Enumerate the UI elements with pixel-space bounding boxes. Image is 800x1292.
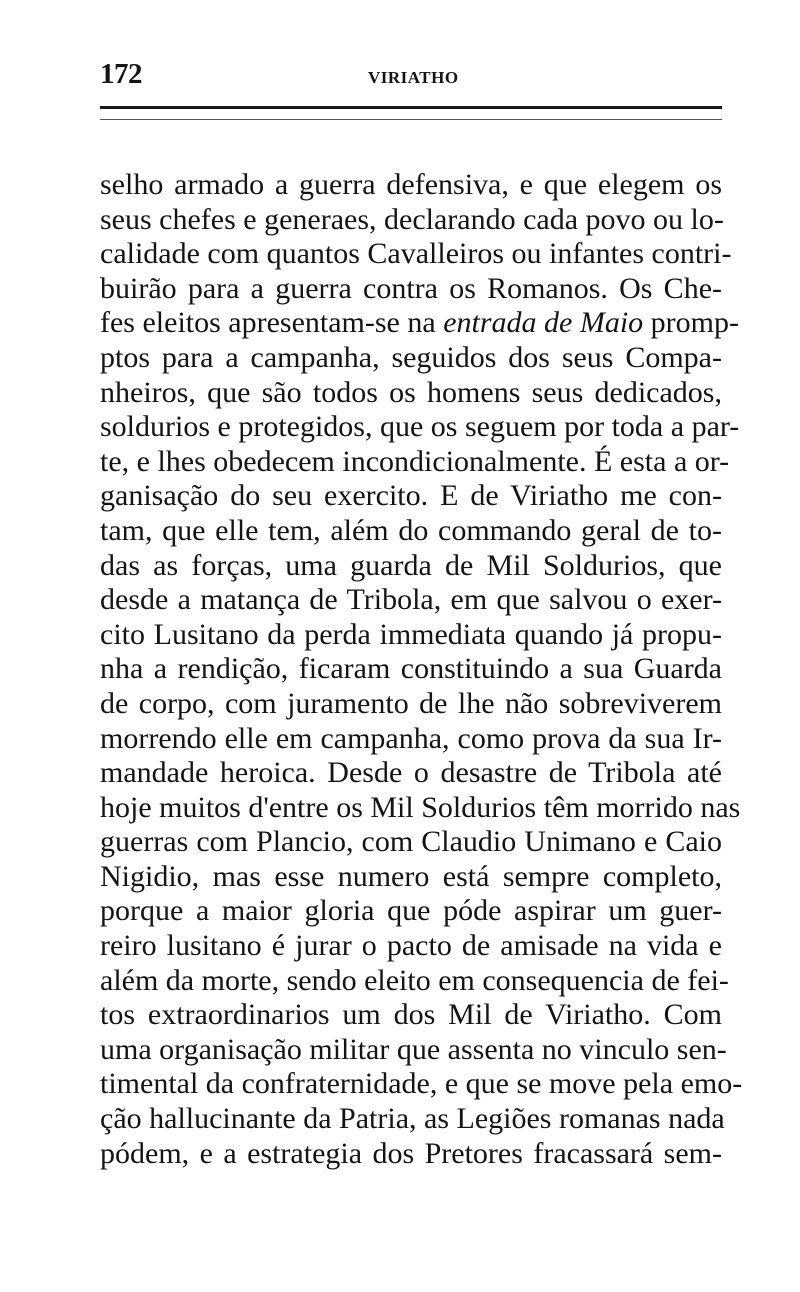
header-rule-thin [100, 119, 722, 120]
header-rule-thick [100, 106, 722, 109]
text-segment: promp- [643, 306, 739, 340]
text-segment: das as forças, uma guarda de Mil Soldurios, que [100, 548, 722, 582]
text-segment: nheiros, que são todos os homens seus dedicados, [100, 375, 722, 409]
text-segment: mandade heroica. Desde o desastre de Tribola até [100, 756, 722, 790]
text-segment: soldurios e protegidos, que os seguem por toda a par- [100, 410, 740, 444]
text-segment: guerras com Plancio, com Claudio Unimano e Caio [100, 825, 722, 859]
text-line [100, 825, 722, 860]
text-segment: tos extraordinarios um dos Mil de Viriatho. Com [100, 998, 722, 1032]
text-segment: desde a matança de Tribola, em que salvou o exer- [100, 583, 722, 617]
text-line [100, 963, 729, 999]
text-segment: ptos para a campanha, seguidos dos seus Compa- [100, 340, 722, 374]
text-line [100, 272, 722, 307]
text-segment: hoje muitos d'entre os Mil Soldurios têm morrido nas [100, 790, 741, 824]
text-segment: ção hallucinante da Patria, as Legiões romanas nada [100, 1102, 725, 1136]
text-segment: reiro lusitano é jurar o pacto de amisade na vida e [100, 929, 722, 963]
text-line [100, 1032, 727, 1068]
text-line [100, 203, 722, 238]
text-segment: selho armado a guerra defensiva, e que elegem os [100, 168, 722, 201]
text-line [100, 410, 740, 445]
page-header [100, 58, 722, 98]
text-line [100, 583, 722, 618]
text-line [100, 998, 722, 1033]
text-line [100, 479, 722, 514]
text-line [100, 237, 732, 272]
running-title: VIRIATHO [368, 68, 459, 87]
text-line [100, 790, 741, 826]
text-line [100, 618, 722, 653]
italic-phrase: entrada de Maio [443, 306, 644, 340]
text-line [100, 1067, 743, 1102]
text-line [100, 514, 722, 549]
text-segment: morrendo elle em campanha, como prova da sua Ir- [100, 721, 722, 755]
text-segment: tam, que elle tem, além do commando geral de to- [100, 513, 722, 547]
text-segment: seus chefes e generaes, declarando cada povo ou lo- [100, 202, 724, 236]
text-segment: Nigidio, mas esse numero está sempre completo, [100, 859, 722, 893]
text-line [100, 687, 722, 722]
text-line [100, 341, 722, 376]
text-line [100, 306, 739, 341]
text-segment: além da morte, sendo eleito em consequencia de fei- [100, 963, 729, 997]
text-line [100, 168, 722, 203]
text-line [100, 1102, 725, 1137]
text-segment: cito Lusitano da perda immediata quando já propu- [100, 617, 722, 651]
text-segment: te, e lhes obedecem incondicionalmente. É esta a or- [100, 444, 730, 478]
text-segment: timental da confraternidade, e que se move pela emo- [100, 1067, 743, 1101]
text-line [100, 860, 722, 895]
text-line [100, 722, 722, 757]
text-line [100, 376, 722, 411]
text-line [100, 444, 730, 480]
text-line [100, 549, 722, 584]
text-segment: uma organisação militar que assenta no vinculo sen- [100, 1032, 727, 1066]
text-segment: nha a rendição, ficaram constituindo a sua Guarda [100, 652, 722, 686]
text-line [100, 652, 722, 687]
text-segment: ganisação do seu exercito. E de Viriatho me con- [100, 479, 722, 513]
text-line [100, 929, 722, 964]
page-number: 172 [100, 58, 142, 90]
text-segment: porque a maior gloria que póde aspirar um guer- [100, 894, 722, 928]
text-segment: buirão para a guerra contra os Romanos. Os Che- [100, 271, 722, 305]
text-segment: fes eleitos apresentam-se na [100, 306, 444, 340]
text-segment: calidade com quantos Cavalleiros ou infantes contri- [100, 237, 732, 271]
text-line [100, 894, 722, 929]
text-line [100, 1137, 722, 1172]
text-line [100, 756, 722, 791]
text-segment: de corpo, com juramento de lhe não sobreviverem [100, 686, 722, 720]
text-segment: pódem, e a estrategia dos Pretores fracassará sem- [100, 1136, 722, 1170]
body-text [100, 168, 743, 1171]
